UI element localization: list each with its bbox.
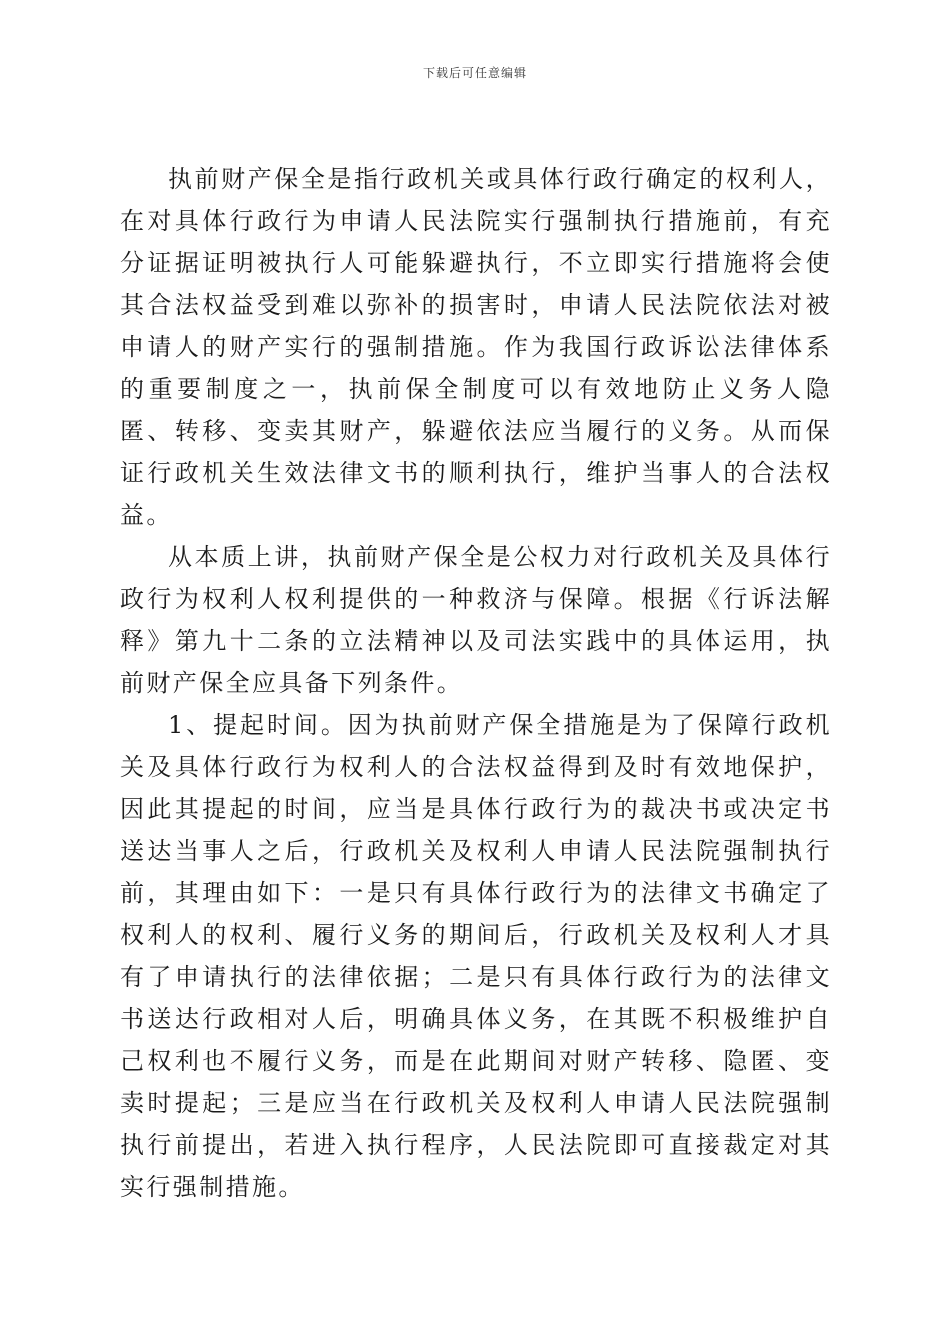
paragraph-3: 1、提起时间。因为执前财产保全措施是为了保障行政机关及具体行政行为权利人的合法权益得到及时有效地保护，因此其提起的时间，应当是具体行政行为的裁决书或决定书送达当事人之后，行政机关及权利人申请人民法院强制执行前，其理由如下：一是只有具体行政行为的法律文书确定了权利人的权利、履行义务的期间后，行政机关及权利人才具有了申请执行的法律依据；二是只有具体行政行为的法律文书送达行政相对人后，明确具体义务，在其既不积极维护自己权利也不履行义务，而是在此期间对财产转移、隐匿、变卖时提起；三是应当在行政机关及权利人申请人民法院强制执行前提出，若进入执行程序，人民法院即可直接裁定对其实行强制措施。 bbox=[120, 711, 832, 1201]
paragraph-2: 从本质上讲，执前财产保全是公权力对行政机关及具体行政行为权利人权利提供的一种救济与保障。根据《行诉法解释》第九十二条的立法精神以及司法实践中的具体运用，执前财产保全应具备下列条件。 bbox=[120, 543, 832, 697]
document-body bbox=[120, 158, 832, 1208]
page-header: 下载后可任意编辑 bbox=[422, 66, 527, 80]
paragraph-1: 执前财产保全是指行政机关或具体行政行确定的权利人，在对具体行政行为申请人民法院实行强制执行措施前，有充分证据证明被执行人可能躲避执行，不立即实行措施将会使其合法权益受到难以弥补的损害时，申请人民法院依法对被申请人的财产实行的强制措施。作为我国行政诉讼法律体系的重要制度之一，执前保全制度可以有效地防止义务人隐匿、转移、变卖其财产，躲避依法应当履行的义务。从而保证行政机关生效法律文书的顺利执行，维护当事人的合法权益。 bbox=[120, 165, 832, 529]
